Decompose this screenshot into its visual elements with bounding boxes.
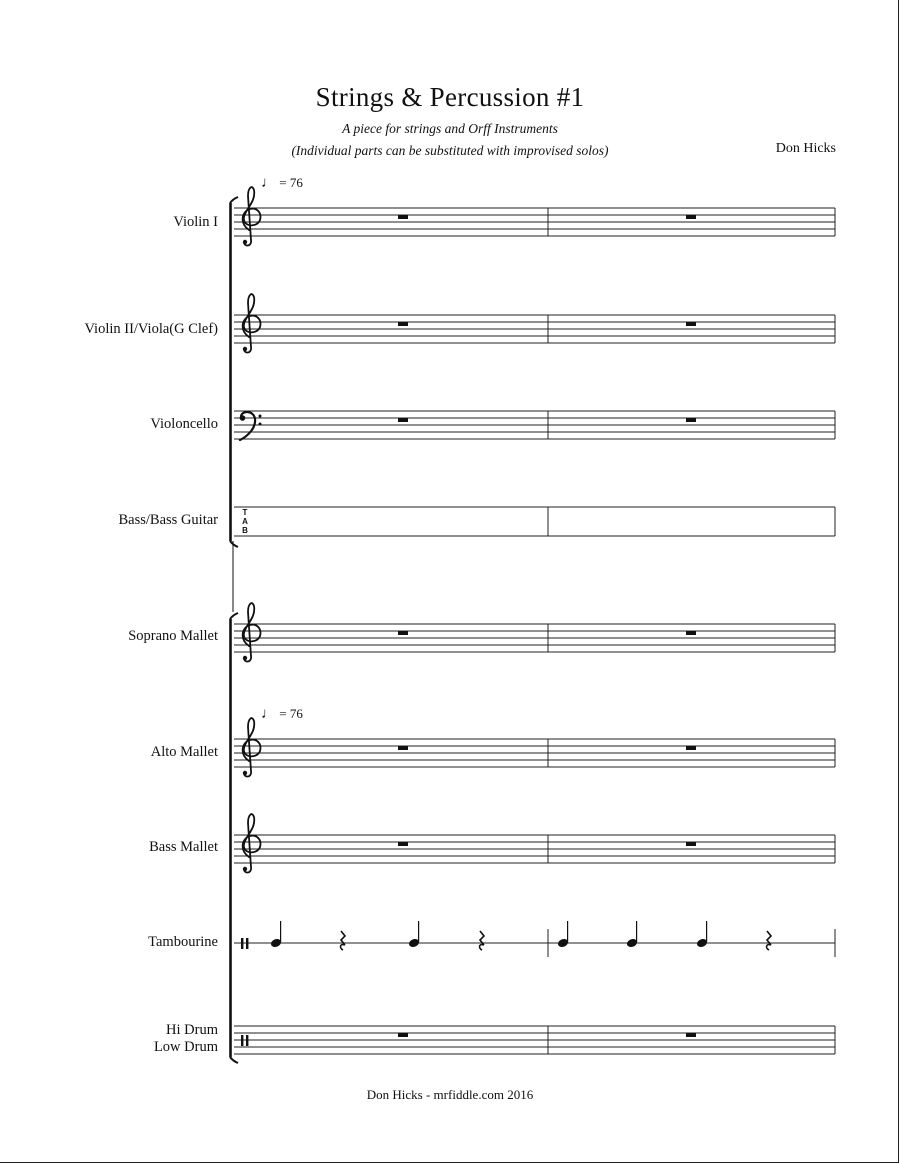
instrument-label-violin-2-viola: Violin II/Viola(G Clef) — [84, 321, 218, 337]
treble-clef-icon — [243, 294, 261, 352]
staff-violin-1 — [234, 187, 835, 245]
page-footer: Don Hicks - mrfiddle.com 2016 — [366, 1087, 534, 1102]
instrument-label-violoncello: Violoncello — [150, 416, 218, 432]
treble-clef-icon — [243, 187, 261, 245]
treble-clef-icon — [243, 603, 261, 661]
whole-rest — [398, 631, 408, 635]
tab-clef-a: A — [242, 517, 248, 526]
whole-rest — [398, 746, 408, 750]
tambourine-rhythm — [270, 921, 771, 950]
staff-alto-mallet — [234, 718, 835, 776]
instrument-label-violin-1: Violin I — [173, 214, 218, 230]
whole-rest — [686, 631, 696, 635]
tempo-value: = 76 — [279, 706, 303, 721]
treble-clef-icon — [243, 718, 261, 776]
bass-clef-icon — [240, 412, 262, 440]
whole-rest — [398, 215, 408, 219]
quarter-rest — [480, 931, 484, 950]
whole-rest — [686, 842, 696, 846]
staff-bass-guitar — [234, 507, 835, 536]
instrument-label-bass-mallet: Bass Mallet — [149, 839, 218, 855]
staff-drums — [234, 1026, 835, 1054]
whole-rest — [398, 842, 408, 846]
staff-soprano-mallet — [234, 603, 835, 661]
whole-rest — [686, 746, 696, 750]
staff-violoncello — [234, 411, 835, 440]
page-title: Strings & Percussion #1 — [315, 82, 585, 112]
quarter-note-icon: ♩ — [261, 175, 276, 191]
whole-rest — [398, 1033, 408, 1037]
staff-tambourine — [234, 921, 835, 957]
tab-clef-t: T — [242, 508, 248, 517]
subtitle-line-1: A piece for strings and Orff Instruments — [342, 121, 558, 136]
quarter-rest — [341, 931, 345, 950]
instrument-label-bass-guitar: Bass/Bass Guitar — [118, 512, 218, 528]
whole-rest — [686, 322, 696, 326]
whole-rest — [398, 322, 408, 326]
bracket-percussion — [230, 613, 238, 1063]
staff-violin-2-viola — [234, 294, 835, 352]
instrument-label-low-drum: Low Drum — [153, 1039, 218, 1055]
instrument-label-hi-drum: Hi Drum — [166, 1022, 218, 1038]
tab-clef-b: B — [242, 526, 248, 535]
tab-clef-icon — [242, 508, 248, 535]
instrument-label-tambourine: Tambourine — [148, 934, 218, 950]
composer-name: Don Hicks — [775, 141, 836, 156]
staff-bass-mallet — [234, 814, 835, 872]
whole-rest — [686, 1033, 696, 1037]
quarter-rest — [767, 931, 771, 950]
bracket-strings — [230, 197, 238, 547]
instrument-label-alto-mallet: Alto Mallet — [150, 744, 218, 760]
quarter-note-icon: ♩ — [261, 706, 276, 722]
whole-rest — [686, 215, 696, 219]
whole-rest — [398, 418, 408, 422]
whole-rest — [686, 418, 696, 422]
treble-clef-icon — [243, 814, 261, 872]
instrument-label-soprano-mallet: Soprano Mallet — [128, 628, 218, 644]
tempo-value: = 76 — [279, 175, 303, 190]
subtitle-line-2: (Individual parts can be substituted with improvised solos) — [291, 143, 609, 158]
